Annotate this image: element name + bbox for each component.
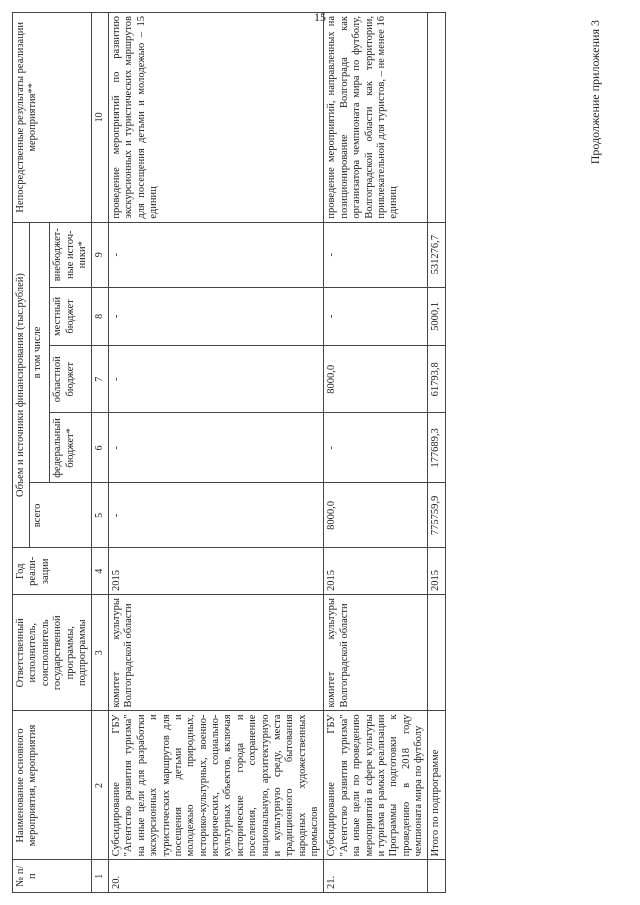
total-spacer [428, 13, 445, 223]
total-year: 2015 [428, 548, 445, 595]
row-regional: 8000,0 [324, 346, 428, 414]
row-year: 2015 [109, 548, 324, 595]
program-table [12, 12, 446, 893]
row-name: Субсидирование ГБУ "Агентство развития туризма" на иные цели для разработки экскурсионных и туристических маршрутов для посещения детьми и молодежью природных, историко-культурных, военно-исторических, социально-культурных объектов, включая исторические города и поселения, сохранение национальную, архитектурную и культурную среду, места традиционного бытования народных художественных промыслов [109, 711, 324, 860]
header-regional: областной бюджет [50, 346, 92, 414]
header-including: в том числе [30, 222, 50, 483]
header-num: № п/п [13, 860, 92, 893]
header-row [13, 13, 30, 893]
row-extra: - [324, 222, 428, 287]
row-regional: - [109, 346, 324, 414]
header-federal: федеральный бюджет* [50, 413, 92, 483]
header-results: Непосредственные результаты реализации мероприятия** [13, 13, 92, 223]
total-regional: 61793,8 [428, 346, 445, 414]
col-number: 3 [92, 595, 109, 711]
col-number: 1 [92, 860, 109, 893]
header-local: местный бюджет [50, 287, 92, 345]
row-name: Субсидирование ГБУ "Агентство развития туризма" на иные цели по проведению мероприятий в сфере культуры и туризма в рамках реализации Программы подготовки к проведению в 2018 году чемпионата мира по футболу [324, 711, 428, 860]
header-year: Год реали-зации [13, 548, 92, 595]
row-result: проведение мероприятий, направленных на позиционирование Волгограда как организатора чемпионата мира по футболу, Волгоградской области как территории, привлекательной для туристов, – не менее 16 единиц [324, 13, 428, 223]
header-total: всего [30, 483, 92, 548]
row-federal: - [109, 413, 324, 483]
row-federal: - [324, 413, 428, 483]
col-number: 10 [92, 13, 109, 223]
col-number: 8 [92, 287, 109, 345]
row-total: - [109, 483, 324, 548]
total-sum: 775759,9 [428, 483, 445, 548]
row-num: 21. [324, 860, 428, 893]
header-executor: Ответственный исполнитель, соисполнитель государственной программы, подпрограммы [13, 595, 92, 711]
header-extrabudget: внебюджет-ные источ-ники* [50, 222, 92, 287]
col-number: 9 [92, 222, 109, 287]
row-local: - [109, 287, 324, 345]
total-extra: 531276,7 [428, 222, 445, 287]
header-funding: Объем и источники финансирования (тыс.рублей) [13, 222, 30, 548]
row-local: - [324, 287, 428, 345]
column-number-row [92, 13, 109, 893]
total-federal: 177689,3 [428, 413, 445, 483]
table-row [109, 13, 324, 893]
col-number: 5 [92, 483, 109, 548]
total-spacer [428, 860, 445, 893]
total-local: 5000,1 [428, 287, 445, 345]
row-executor: комитет культуры Волгоградской области [324, 595, 428, 711]
total-label: Итого по подпрограмме [428, 711, 445, 860]
col-number: 6 [92, 413, 109, 483]
row-num: 20. [109, 860, 324, 893]
table-row [324, 13, 428, 893]
row-total: 8000,0 [324, 483, 428, 548]
row-extra: - [109, 222, 324, 287]
total-row [428, 13, 445, 893]
row-executor: комитет культуры Волгоградской области [109, 595, 324, 711]
header-name: Наименование основного мероприятия, мероприятия [13, 711, 92, 860]
col-number: 7 [92, 346, 109, 414]
row-result: проведение мероприятий по развитию экскурсионных и туристических маршрутов для посещения детьми и молодежью – 15 единиц [109, 13, 324, 223]
col-number: 2 [92, 711, 109, 860]
page-number: 15 [314, 10, 326, 24]
total-spacer [428, 595, 445, 711]
col-number: 4 [92, 548, 109, 595]
caption: Продолжение приложения 3 [588, 20, 602, 165]
row-year: 2015 [324, 548, 428, 595]
